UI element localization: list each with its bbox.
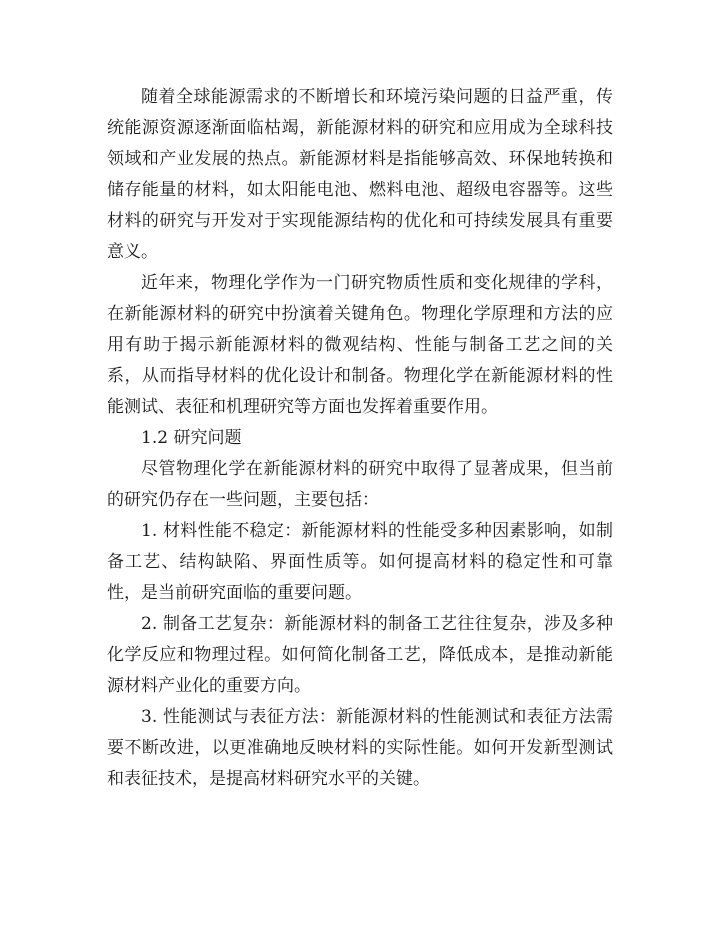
list-item-material-stability: 1. 材料性能不稳定：新能源材料的性能受多种因素影响，如制备工艺、结构缺陷、界面性质等。如何提高材料的稳定性和可靠性，是当前研究面临的重要问题。	[107, 521, 613, 603]
list-item-preparation-process: 2. 制备工艺复杂：新能源材料的制备工艺往往复杂，涉及多种化学反应和物理过程。如何简化制备工艺，降低成本，是推动新能源材料产业化的重要方向。	[107, 614, 613, 696]
paragraph-physical-chemistry-role: 近年来，物理化学作为一门研究物质性质和变化规律的学科，在新能源材料的研究中扮演着关键角色。物理化学原理和方法的应用有助于揭示新能源材料的微观结构、性能与制备工艺之间的关系，从而指导材料的优化设计和制备。物理化学在新能源材料的性能测试、表征和机理研究等方面也发挥着重要作用。	[107, 273, 613, 417]
paragraph-background: 随着全球能源需求的不断增长和环境污染问题的日益严重，传统能源资源逐渐面临枯竭，新能源材料的研究和应用成为全球科技领域和产业发展的热点。新能源材料是指能够高效、环保地转换和储存能量的材料，如太阳能电池、燃料电池、超级电容器等。这些材料的研究与开发对于实现能源结构的优化和可持续发展具有重要意义。	[107, 87, 613, 262]
paragraph-research-problems-intro: 尽管物理化学在新能源材料的研究中取得了显著成果，但当前的研究仍存在一些问题，主要包括：	[107, 459, 613, 510]
document-body	[107, 82, 613, 795]
list-item-testing-characterization: 3. 性能测试与表征方法：新能源材料的性能测试和表征方法需要不断改进，以更准确地反映材料的实际性能。如何开发新型测试和表征技术，是提高材料研究水平的关键。	[107, 707, 613, 789]
section-heading: 1.2 研究问题	[141, 428, 242, 448]
